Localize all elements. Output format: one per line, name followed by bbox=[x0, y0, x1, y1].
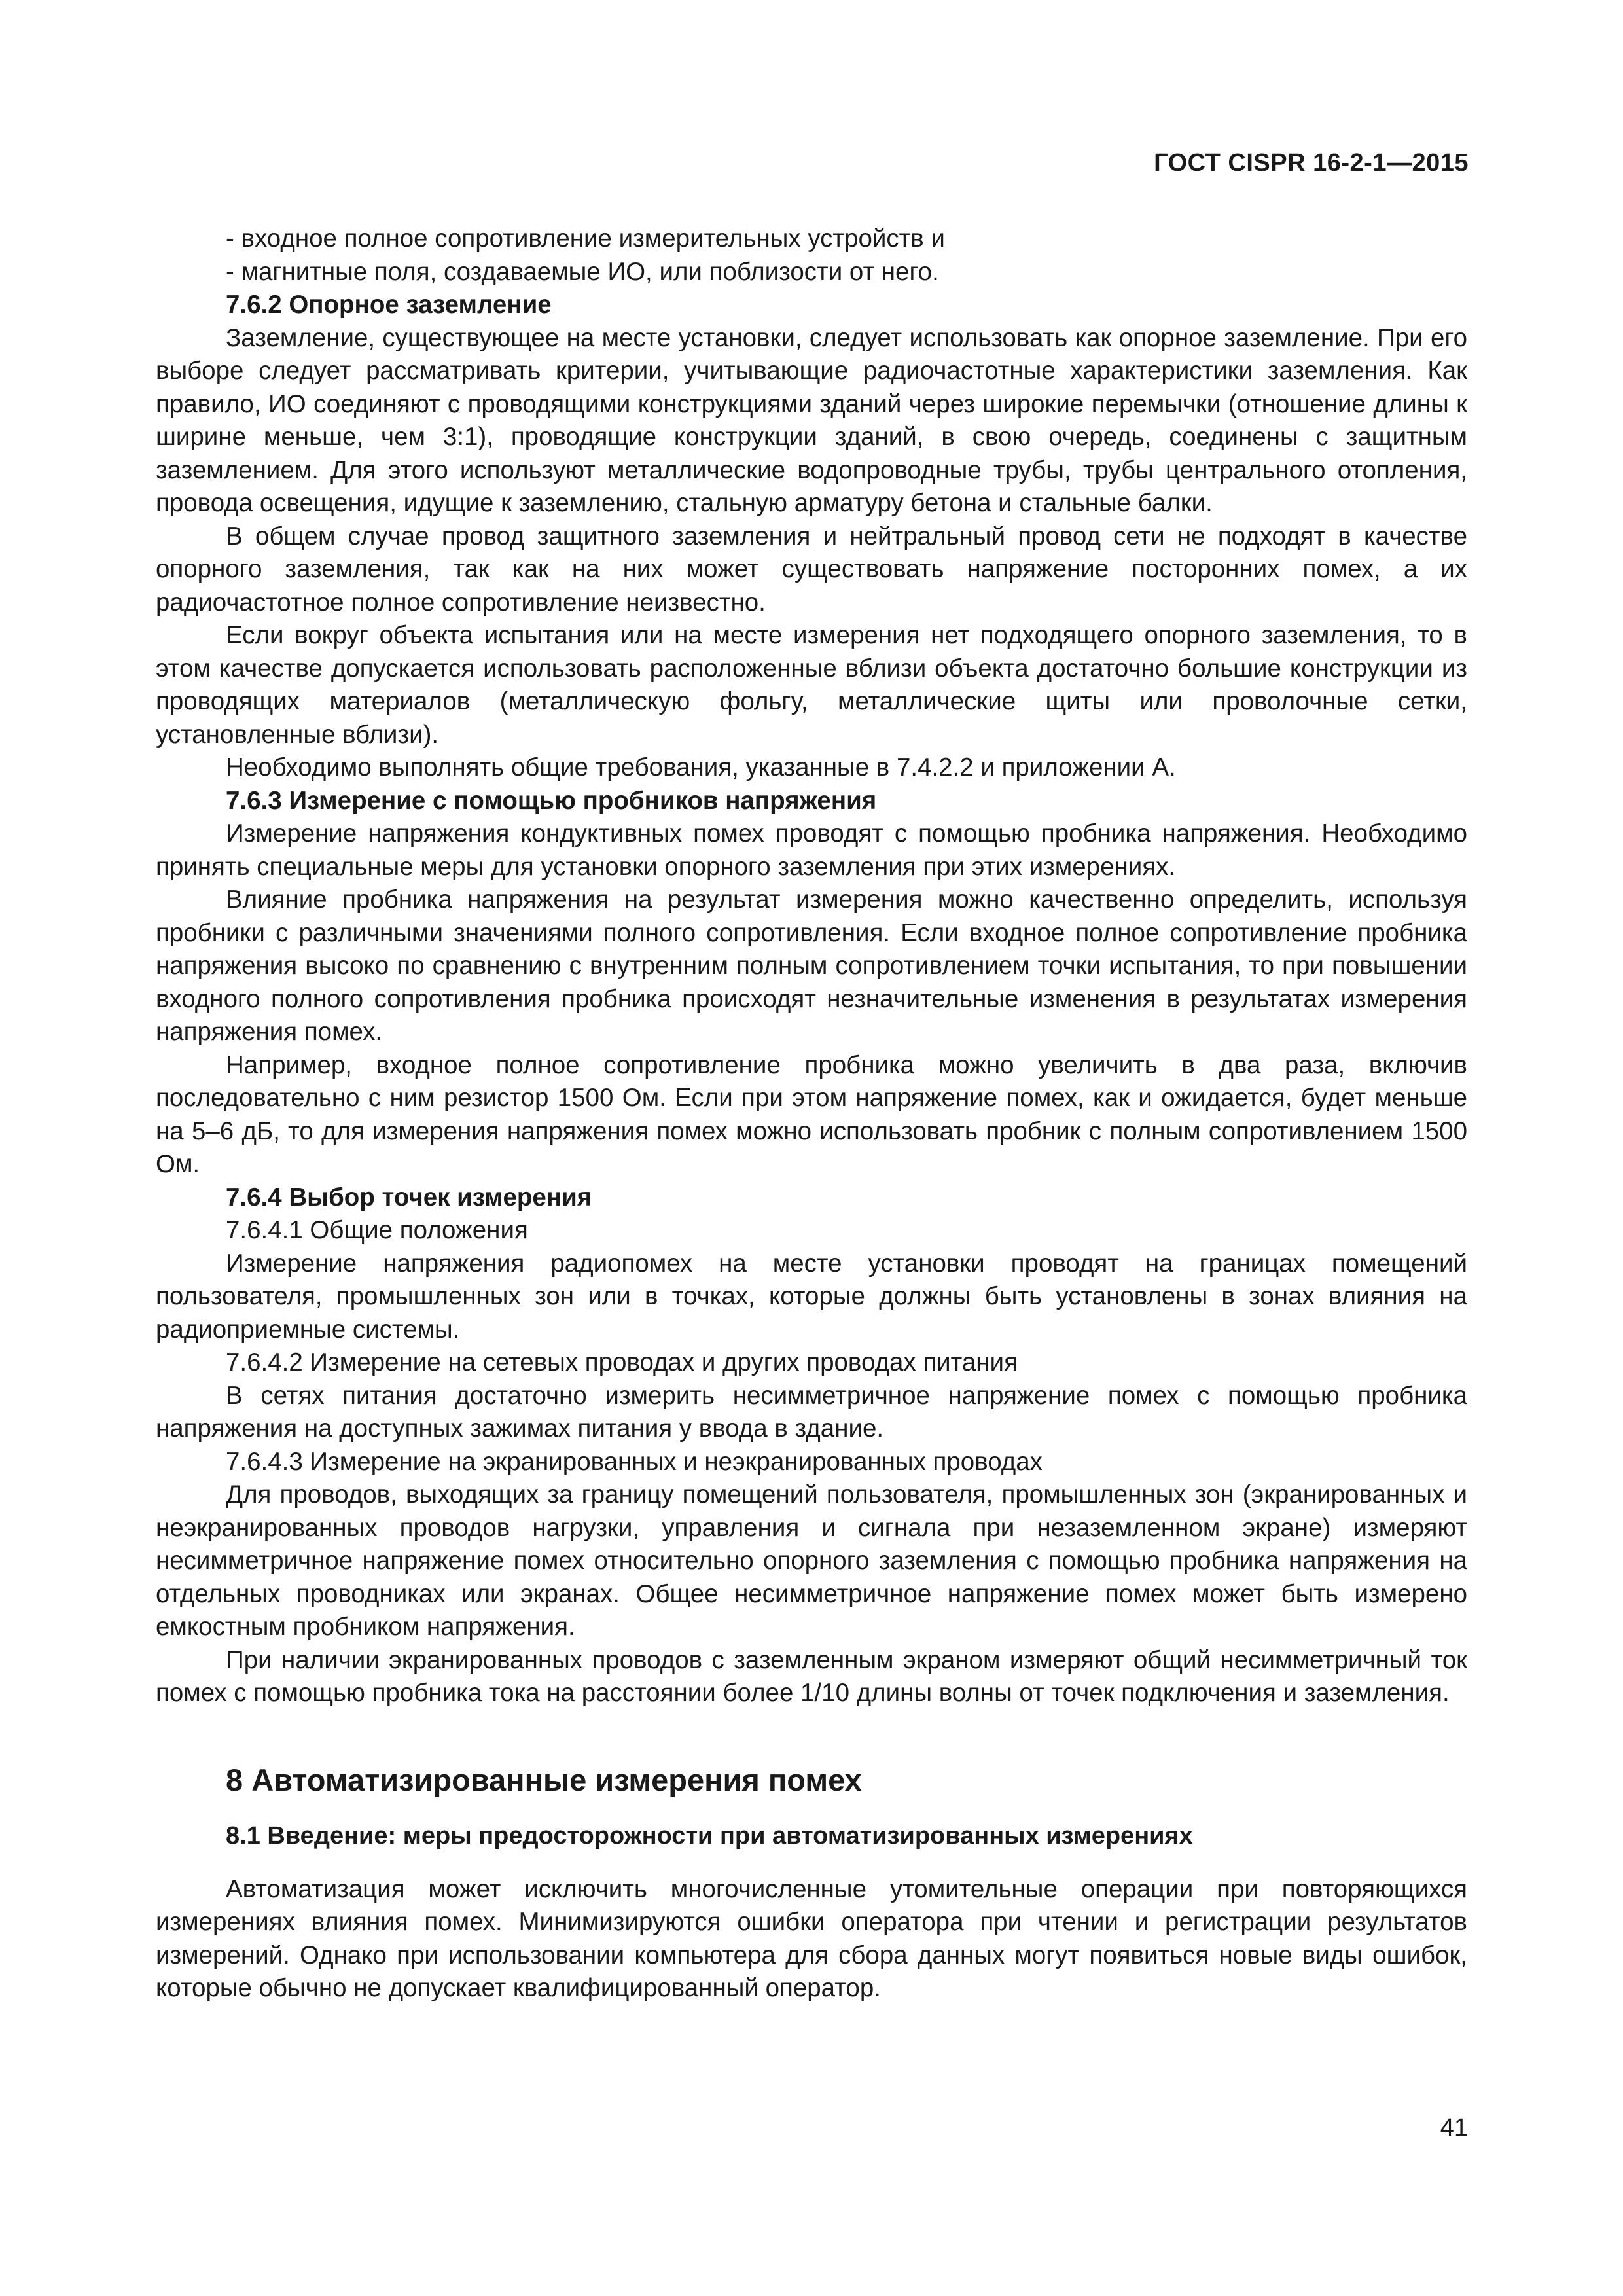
paragraph: При наличии экранированных проводов с заземленным экраном измеряют общий несимметричный ток помех с помощью пробника тока на расстоянии более 1/10 длины волны от точек подключения и заземления. bbox=[156, 1645, 1467, 1707]
section-heading-7-6-3: 7.6.3 Измерение с помощью пробников напряжения bbox=[226, 786, 877, 815]
paragraph: Если вокруг объекта испытания или на месте измерения нет подходящего опорного заземления, то в этом качестве допускается использовать расположенные вблизи объекта достаточно большие конструкции из проводящих материалов (металлическую фольгу, металлические щиты или проволочные сетки, установленные вблизи). bbox=[156, 621, 1467, 749]
paragraph: Например, входное полное сопротивление пробника можно увеличить в два раза, включив последовательно с ним резистор 1500 Ом. Если при этом напряжение помех, как и ожидается, будет меньше на 5–6 дБ, то для измерения напряжения помех можно использовать пробник с полным сопротивлением 1500 Ом. bbox=[156, 1050, 1467, 1178]
section-heading-8-1: 8.1 Введение: меры предосторожности при автоматизированных измерениях bbox=[226, 1821, 1193, 1850]
page-number: 41 bbox=[1440, 2114, 1468, 2142]
subsection-heading-7-6-4-3: 7.6.4.3 Измерение на экранированных и неэкранированных проводах bbox=[226, 1447, 1043, 1476]
chapter-heading-8: 8 Автоматизированные измерения помех bbox=[226, 1762, 862, 1797]
paragraph: Заземление, существующее на месте установки, следует использовать как опорное заземление. При его выборе следует рассматривать критерии, учитывающие радиочастотные характеристики заземления. Как правило, ИО соединяют с проводящими конструкциями зданий через широкие перемычки (отношение длины к ширине меньше, чем 3:1), проводящие конструкции зданий, в свою очередь, соединены с защитным заземлением. Для этого используют металлические водопроводные трубы, трубы центрального отопления, провода освещения, идущие к заземлению, стальную арматуру бетона и стальные балки. bbox=[156, 323, 1467, 517]
document-header: ГОСТ CISPR 16-2-1—2015 bbox=[1154, 149, 1469, 177]
paragraph: Для проводов, выходящих за границу помещений пользователя, промышленных зон (экранированных и неэкранированных проводов нагрузки, управления и сигнала при незаземленном экране) измеряют несимметричное напряжение помех относительно опорного заземления с помощью пробника напряжения на отдельных проводниках или экранах. Общее несимметричное напряжение помех может быть измерено емкостным пробником напряжения. bbox=[156, 1480, 1467, 1641]
paragraph: Автоматизация может исключить многочисленные утомительные операции при повторяющихся измерениях влияния помех. Минимизируются ошибки оператора при чтении и регистрации результатов измерений. Однако при использовании компьютера для сбора данных могут появиться новые виды ошибок, которые обычно не допускает квалифицированный оператор. bbox=[156, 1874, 1467, 2002]
subsection-heading-7-6-4-1: 7.6.4.1 Общие положения bbox=[226, 1216, 528, 1244]
section-heading-7-6-2: 7.6.2 Опорное заземление bbox=[226, 291, 552, 319]
subsection-heading-7-6-4-2: 7.6.4.2 Измерение на сетевых проводах и других проводах питания bbox=[226, 1348, 1018, 1376]
paragraph: Необходимо выполнять общие требования, указанные в 7.4.2.2 и приложении А. bbox=[226, 753, 1176, 781]
paragraph: Измерение напряжения радиопомех на месте установки проводят на границах помещений пользователя, промышленных зон или в точках, которые должны быть установлены в зонах влияния на радиоприемные системы. bbox=[156, 1249, 1467, 1344]
document-body bbox=[156, 223, 1467, 2005]
section-heading-7-6-4: 7.6.4 Выбор точек измерения bbox=[226, 1183, 592, 1211]
paragraph: Измерение напряжения кондуктивных помех проводят с помощью пробника напряжения. Необходимо принять специальные меры для установки опорного заземления при этих измерениях. bbox=[156, 819, 1467, 881]
list-item: - магнитные поля, создаваемые ИО, или поблизости от него. bbox=[226, 257, 939, 286]
paragraph: Влияние пробника напряжения на результат измерения можно качественно определить, используя пробники с различными значениями полного сопротивления. Если входное полное сопротивление пробника напряжения высоко по сравнению с внутренним полным сопротивлением точки испытания, то при повышении входного полного сопротивления пробника происходят незначительные изменения в результатах измерения напряжения помех. bbox=[156, 886, 1467, 1046]
list-item: - входное полное сопротивление измерительных устройств и bbox=[226, 224, 945, 253]
paragraph: В сетях питания достаточно измерить несимметричное напряжение помех с помощью пробника напряжения на доступных зажимах питания у ввода в здание. bbox=[156, 1381, 1467, 1443]
paragraph: В общем случае провод защитного заземления и нейтральный провод сети не подходят в качестве опорного заземления, так как на них может существовать напряжение посторонних помех, а их радиочастотное полное сопротивление неизвестно. bbox=[156, 522, 1467, 617]
